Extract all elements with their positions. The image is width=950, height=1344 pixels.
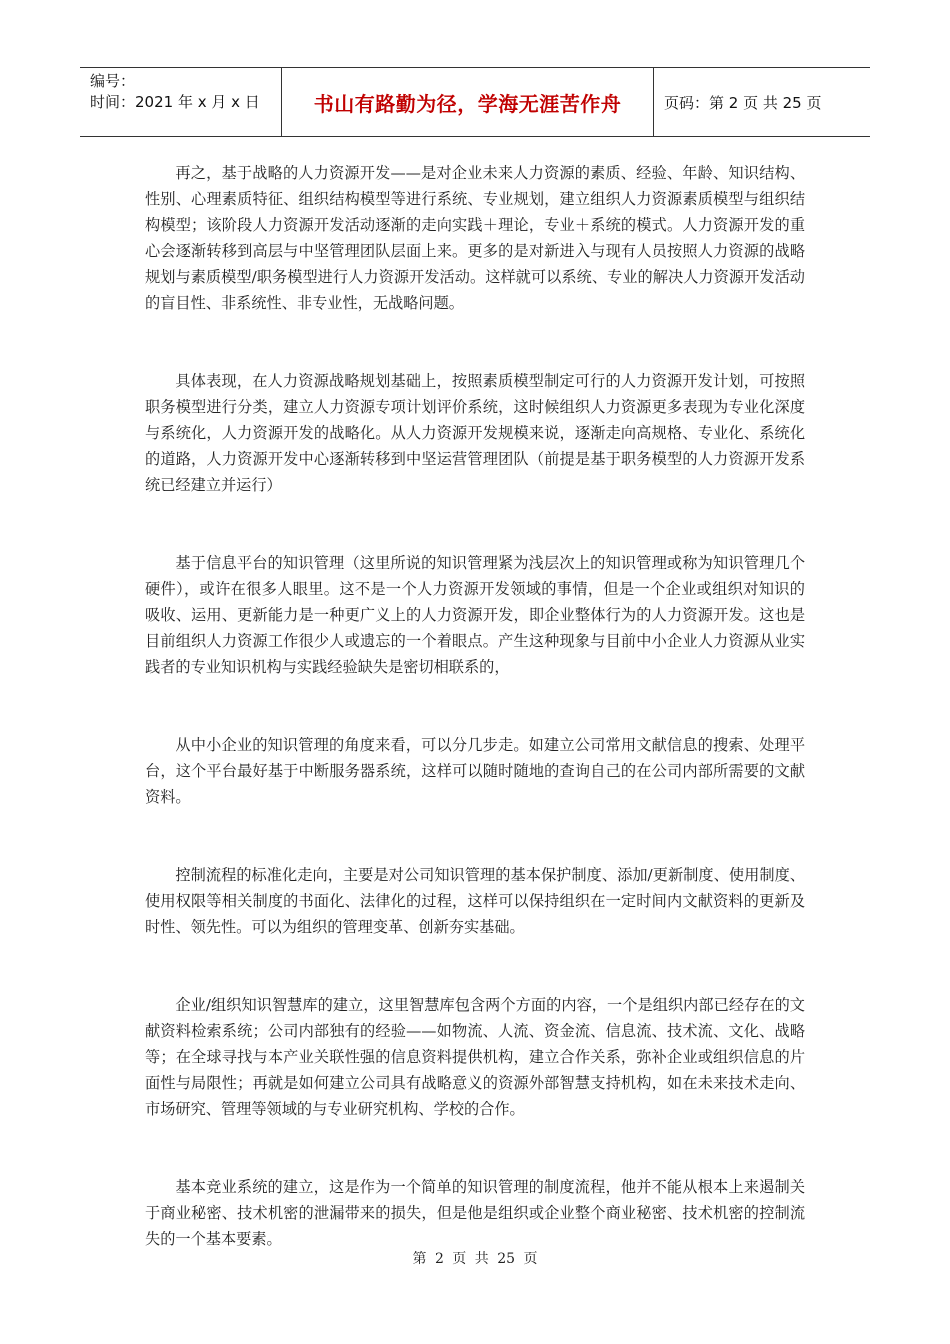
header-page-cell bbox=[654, 68, 870, 136]
document-body bbox=[145, 160, 805, 1252]
page-footer bbox=[0, 1248, 950, 1268]
paragraph: 企业/组织知识智慧库的建立，这里智慧库包含两个方面的内容，一个是组织内部已经存在的文献资料检索系统；公司内部独有的经验——如物流、人流、资金流、信息流、技术流、文化、战略等；在全球寻找与本产业关联性强的信息资料提供机构，建立合作关系，弥补企业或组织信息的片面性与局限性；再就是如何建立公司具有战略意义的资源外部智慧支持机构，如在未来技术走向、市场研究、管理等领域的与专业研究机构、学校的合作。 bbox=[145, 996, 805, 1118]
paragraph-gap bbox=[145, 498, 805, 550]
paragraph: 基本竞业系统的建立，这是作为一个简单的知识管理的制度流程，他并不能从根本上来遏制关于商业秘密、技术机密的泄漏带来的损失，但是他是组织或企业整个商业秘密、技术机密的控制流失的一个基本要素。 bbox=[145, 1178, 805, 1248]
paragraph-gap bbox=[145, 1122, 805, 1174]
paragraph-gap bbox=[145, 680, 805, 732]
paragraph: 控制流程的标准化走向，主要是对公司知识管理的基本保护制度、添加/更新制度、使用制度、使用权限等相关制度的书面化、法律化的过程，这样可以保持组织在一定时间内文献资料的更新及时性、领先性。可以为组织的管理变革、创新夯实基础。 bbox=[145, 866, 805, 936]
page-header bbox=[80, 67, 870, 137]
paragraph: 基于信息平台的知识管理（这里所说的知识管理紧为浅层次上的知识管理或称为知识管理几个硬件），或许在很多人眼里。这不是一个人力资源开发领域的事情，但是一个企业或组织对知识的吸收、运用、更新能力是一种更广义上的人力资源开发，即企业整体行为的人力资源开发。这也是目前组织人力资源工作很少人或遗忘的一个着眼点。产生这种现象与目前中小企业人力资源从业实践者的专业知识机构与实践经验缺失是密切相联系的， bbox=[145, 554, 805, 676]
paragraph-gap bbox=[145, 940, 805, 992]
header-meta bbox=[80, 68, 282, 136]
paragraph: 再之，基于战略的人力资源开发——是对企业未来人力资源的素质、经验、年龄、知识结构、性别、心理素质特征、组织结构模型等进行系统、专业规划，建立组织人力资源素质模型与组织结构模型；该阶段人力资源开发活动逐渐的走向实践＋理论，专业＋系统的模式。人力资源开发的重心会逐渐转移到高层与中坚管理团队层面上来。更多的是对新进入与现有人员按照人力资源的战略规划与素质模型/职务模型进行人力资源开发活动。这样就可以系统、专业的解决人力资源开发活动的盲目性、非系统性、非专业性，无战略问题。 bbox=[145, 164, 805, 312]
paragraph: 从中小企业的知识管理的角度来看，可以分几步走。如建立公司常用文献信息的搜索、处理平台，这个平台最好基于中断服务器系统，这样可以随时随地的查询自己的在公司内部所需要的文献资料。 bbox=[145, 736, 805, 806]
header-page-info: 页码：第 2 页 共 25 页 bbox=[664, 93, 822, 112]
document-date-label: 时间：2021 年 x 月 x 日 bbox=[90, 93, 260, 111]
header-motto: 书山有路勤为径，学海无涯苦作舟 bbox=[313, 91, 622, 116]
document-number-label: 编号： bbox=[90, 72, 136, 90]
paragraph-gap bbox=[145, 810, 805, 862]
header-motto-cell bbox=[282, 68, 654, 136]
footer-page-number: 第 2 页 共 25 页 bbox=[412, 1251, 538, 1267]
paragraph: 具体表现，在人力资源战略规划基础上，按照素质模型制定可行的人力资源开发计划，可按照职务模型进行分类，建立人力资源专项计划评价系统，这时候组织人力资源更多表现为专业化深度与系统化，人力资源开发的战略化。从人力资源开发规模来说，逐渐走向高规格、专业化、系统化的道路，人力资源开发中心逐渐转移到中坚运营管理团队（前提是基于职务模型的人力资源开发系统已经建立并运行） bbox=[145, 372, 805, 494]
paragraph-gap bbox=[145, 316, 805, 368]
